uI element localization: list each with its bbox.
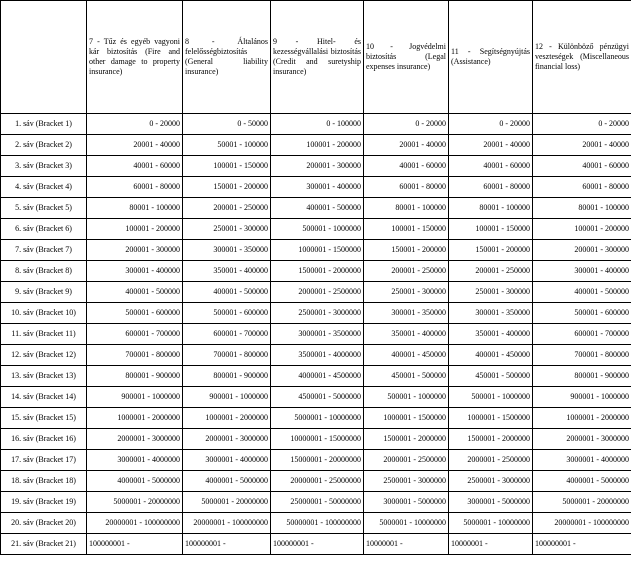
range-cell: 300001 - 400000 — [533, 261, 631, 282]
range-cell: 100001 - 200000 — [87, 219, 183, 240]
range-cell: 50001 - 100000 — [183, 135, 271, 156]
table-row — [1, 219, 631, 240]
range-cell: 2000001 - 2500000 — [271, 282, 364, 303]
header-cell-class-9: 9 - Hitel- és kezességvállalási biztosítás (Credit and suretyship insurance) — [271, 1, 364, 114]
range-cell: 100000001 - — [533, 534, 631, 555]
range-cell: 2500001 - 3000000 — [364, 471, 449, 492]
range-cell: 200001 - 300000 — [533, 240, 631, 261]
range-cell: 4000001 - 5000000 — [183, 471, 271, 492]
range-cell: 60001 - 80000 — [364, 177, 449, 198]
range-cell: 900001 - 1000000 — [183, 387, 271, 408]
range-cell: 10000001 - — [364, 534, 449, 555]
range-cell: 250001 - 300000 — [364, 282, 449, 303]
range-cell: 250001 - 300000 — [183, 219, 271, 240]
bracket-label: 4. sáv (Bracket 4) — [1, 177, 87, 198]
range-cell: 2500001 - 3000000 — [271, 303, 364, 324]
range-cell: 900001 - 1000000 — [87, 387, 183, 408]
range-cell: 350001 - 400000 — [183, 261, 271, 282]
bracket-label: 21. sáv (Bracket 21) — [1, 534, 87, 555]
range-cell: 5000001 - 10000000 — [271, 408, 364, 429]
range-cell: 150001 - 200000 — [449, 240, 533, 261]
header-cell-corner — [1, 1, 87, 114]
table-row — [1, 408, 631, 429]
range-cell: 450001 - 500000 — [449, 366, 533, 387]
bracket-label: 10. sáv (Bracket 10) — [1, 303, 87, 324]
range-cell: 4000001 - 5000000 — [533, 471, 631, 492]
range-cell: 4500001 - 5000000 — [271, 387, 364, 408]
range-cell: 600001 - 700000 — [533, 324, 631, 345]
range-cell: 3000001 - 4000000 — [87, 450, 183, 471]
bracket-label: 11. sáv (Bracket 11) — [1, 324, 87, 345]
range-cell: 400001 - 500000 — [271, 198, 364, 219]
range-cell: 100001 - 150000 — [183, 156, 271, 177]
range-cell: 300001 - 350000 — [449, 303, 533, 324]
range-cell: 450001 - 500000 — [364, 366, 449, 387]
range-cell: 60001 - 80000 — [533, 177, 631, 198]
range-cell: 200001 - 250000 — [364, 261, 449, 282]
range-cell: 5000001 - 20000000 — [87, 492, 183, 513]
range-cell: 300001 - 400000 — [271, 177, 364, 198]
range-cell: 60001 - 80000 — [449, 177, 533, 198]
range-cell: 3500001 - 4000000 — [271, 345, 364, 366]
range-cell: 700001 - 800000 — [87, 345, 183, 366]
range-cell: 2000001 - 2500000 — [449, 450, 533, 471]
range-cell: 600001 - 700000 — [87, 324, 183, 345]
range-cell: 3000001 - 3500000 — [271, 324, 364, 345]
table-row — [1, 177, 631, 198]
range-cell: 5000001 - 10000000 — [364, 513, 449, 534]
range-cell: 100001 - 200000 — [533, 219, 631, 240]
range-cell: 1000001 - 1500000 — [449, 408, 533, 429]
range-cell: 500001 - 1000000 — [449, 387, 533, 408]
range-cell: 80001 - 100000 — [364, 198, 449, 219]
range-cell: 400001 - 450000 — [364, 345, 449, 366]
table-row — [1, 240, 631, 261]
table-row — [1, 156, 631, 177]
table-row — [1, 366, 631, 387]
bracket-label: 13. sáv (Bracket 13) — [1, 366, 87, 387]
range-cell: 2000001 - 3000000 — [87, 429, 183, 450]
range-cell: 1000001 - 2000000 — [183, 408, 271, 429]
bracket-label: 2. sáv (Bracket 2) — [1, 135, 87, 156]
range-cell: 400001 - 450000 — [449, 345, 533, 366]
range-cell: 1000001 - 1500000 — [271, 240, 364, 261]
bracket-label: 17. sáv (Bracket 17) — [1, 450, 87, 471]
table-row — [1, 114, 631, 135]
range-cell: 200001 - 250000 — [449, 261, 533, 282]
range-cell: 2500001 - 3000000 — [449, 471, 533, 492]
table-body — [1, 1, 631, 555]
range-cell: 400001 - 500000 — [183, 282, 271, 303]
header-row — [1, 1, 631, 114]
range-cell: 200001 - 300000 — [271, 156, 364, 177]
range-cell: 700001 - 800000 — [183, 345, 271, 366]
range-cell: 100001 - 200000 — [271, 135, 364, 156]
range-cell: 40001 - 60000 — [533, 156, 631, 177]
range-cell: 800001 - 900000 — [183, 366, 271, 387]
range-cell: 100000001 - — [183, 534, 271, 555]
range-cell: 400001 - 500000 — [533, 282, 631, 303]
table-row — [1, 471, 631, 492]
bracket-label: 20. sáv (Bracket 20) — [1, 513, 87, 534]
range-cell: 20000001 - 100000000 — [183, 513, 271, 534]
range-cell: 1000001 - 1500000 — [364, 408, 449, 429]
bracket-label: 5. sáv (Bracket 5) — [1, 198, 87, 219]
table-row — [1, 303, 631, 324]
range-cell: 2000001 - 3000000 — [183, 429, 271, 450]
range-cell: 20001 - 40000 — [87, 135, 183, 156]
range-cell: 40001 - 60000 — [87, 156, 183, 177]
range-cell: 3000001 - 5000000 — [449, 492, 533, 513]
table-row — [1, 324, 631, 345]
range-cell: 700001 - 800000 — [533, 345, 631, 366]
range-cell: 500001 - 600000 — [533, 303, 631, 324]
bracket-label: 9. sáv (Bracket 9) — [1, 282, 87, 303]
range-cell: 800001 - 900000 — [533, 366, 631, 387]
range-cell: 350001 - 400000 — [449, 324, 533, 345]
table-row — [1, 135, 631, 156]
bracket-label: 15. sáv (Bracket 15) — [1, 408, 87, 429]
table-row — [1, 345, 631, 366]
range-cell: 20000001 - 100000000 — [533, 513, 631, 534]
range-cell: 20000001 - 25000000 — [271, 471, 364, 492]
range-cell: 0 - 20000 — [87, 114, 183, 135]
range-cell: 40001 - 60000 — [364, 156, 449, 177]
table-row — [1, 450, 631, 471]
range-cell: 3000001 - 4000000 — [533, 450, 631, 471]
range-cell: 0 - 20000 — [533, 114, 631, 135]
table-row — [1, 198, 631, 219]
range-cell: 3000001 - 4000000 — [183, 450, 271, 471]
range-cell: 1500001 - 2000000 — [449, 429, 533, 450]
header-cell-class-7: 7 - Tűz és egyéb vagyoni kár biztosítás (Fire and other damage to property insurance) — [87, 1, 183, 114]
range-cell: 100001 - 150000 — [364, 219, 449, 240]
range-cell: 80001 - 100000 — [449, 198, 533, 219]
bracket-label: 19. sáv (Bracket 19) — [1, 492, 87, 513]
range-cell: 500001 - 600000 — [87, 303, 183, 324]
range-cell: 5000001 - 10000000 — [449, 513, 533, 534]
table-row — [1, 429, 631, 450]
range-cell: 300001 - 350000 — [183, 240, 271, 261]
range-cell: 2000001 - 3000000 — [533, 429, 631, 450]
range-cell: 0 - 20000 — [364, 114, 449, 135]
range-cell: 500001 - 1000000 — [271, 219, 364, 240]
range-cell: 40001 - 60000 — [449, 156, 533, 177]
range-cell: 300001 - 350000 — [364, 303, 449, 324]
bracket-label: 6. sáv (Bracket 6) — [1, 219, 87, 240]
range-cell: 1000001 - 2000000 — [87, 408, 183, 429]
range-cell: 80001 - 100000 — [87, 198, 183, 219]
range-cell: 50000001 - 100000000 — [271, 513, 364, 534]
range-cell: 1500001 - 2000000 — [364, 429, 449, 450]
range-cell: 15000001 - 20000000 — [271, 450, 364, 471]
range-cell: 1500001 - 2000000 — [271, 261, 364, 282]
range-cell: 150001 - 200000 — [364, 240, 449, 261]
bracket-label: 7. sáv (Bracket 7) — [1, 240, 87, 261]
range-cell: 100000001 - — [87, 534, 183, 555]
range-cell: 500001 - 1000000 — [364, 387, 449, 408]
table-row — [1, 513, 631, 534]
bracket-label: 8. sáv (Bracket 8) — [1, 261, 87, 282]
range-cell: 250001 - 300000 — [449, 282, 533, 303]
table-row — [1, 492, 631, 513]
range-cell: 25000001 - 50000000 — [271, 492, 364, 513]
range-cell: 500001 - 600000 — [183, 303, 271, 324]
header-cell-class-10: 10 - Jogvédelmi biztosítás (Legal expenses insurance) — [364, 1, 449, 114]
range-cell: 100001 - 150000 — [449, 219, 533, 240]
range-cell: 20001 - 40000 — [533, 135, 631, 156]
range-cell: 1000001 - 2000000 — [533, 408, 631, 429]
header-cell-class-8: 8 - Általános felelősségbiztosítás (General liability insurance) — [183, 1, 271, 114]
range-cell: 10000001 - 15000000 — [271, 429, 364, 450]
range-cell: 20001 - 40000 — [449, 135, 533, 156]
bracket-label: 16. sáv (Bracket 16) — [1, 429, 87, 450]
table-row — [1, 261, 631, 282]
range-cell: 200001 - 300000 — [87, 240, 183, 261]
range-cell: 0 - 50000 — [183, 114, 271, 135]
range-cell: 800001 - 900000 — [87, 366, 183, 387]
bracket-label: 3. sáv (Bracket 3) — [1, 156, 87, 177]
bracket-label: 12. sáv (Bracket 12) — [1, 345, 87, 366]
bracket-label: 1. sáv (Bracket 1) — [1, 114, 87, 135]
table-row — [1, 387, 631, 408]
bracket-label: 18. sáv (Bracket 18) — [1, 471, 87, 492]
range-cell: 200001 - 250000 — [183, 198, 271, 219]
range-cell: 300001 - 400000 — [87, 261, 183, 282]
range-cell: 5000001 - 20000000 — [183, 492, 271, 513]
table-row — [1, 534, 631, 555]
range-cell: 100000001 - — [271, 534, 364, 555]
range-cell: 80001 - 100000 — [533, 198, 631, 219]
table-row — [1, 282, 631, 303]
range-cell: 20000001 - 100000000 — [87, 513, 183, 534]
range-cell: 5000001 - 20000000 — [533, 492, 631, 513]
range-cell: 10000001 - — [449, 534, 533, 555]
range-cell: 0 - 100000 — [271, 114, 364, 135]
range-cell: 4000001 - 4500000 — [271, 366, 364, 387]
bracket-label: 14. sáv (Bracket 14) — [1, 387, 87, 408]
range-cell: 20001 - 40000 — [364, 135, 449, 156]
range-cell: 600001 - 700000 — [183, 324, 271, 345]
range-cell: 4000001 - 5000000 — [87, 471, 183, 492]
range-cell: 400001 - 500000 — [87, 282, 183, 303]
range-cell: 900001 - 1000000 — [533, 387, 631, 408]
range-cell: 0 - 20000 — [449, 114, 533, 135]
header-cell-class-11: 11 - Segítségnyújtás (Assistance) — [449, 1, 533, 114]
range-cell: 60001 - 80000 — [87, 177, 183, 198]
range-cell: 150001 - 200000 — [183, 177, 271, 198]
header-cell-class-12: 12 - Különböző pénzügyi veszteségek (Miscellaneous financial loss) — [533, 1, 631, 114]
range-cell: 3000001 - 5000000 — [364, 492, 449, 513]
range-cell: 2000001 - 2500000 — [364, 450, 449, 471]
range-cell: 350001 - 400000 — [364, 324, 449, 345]
